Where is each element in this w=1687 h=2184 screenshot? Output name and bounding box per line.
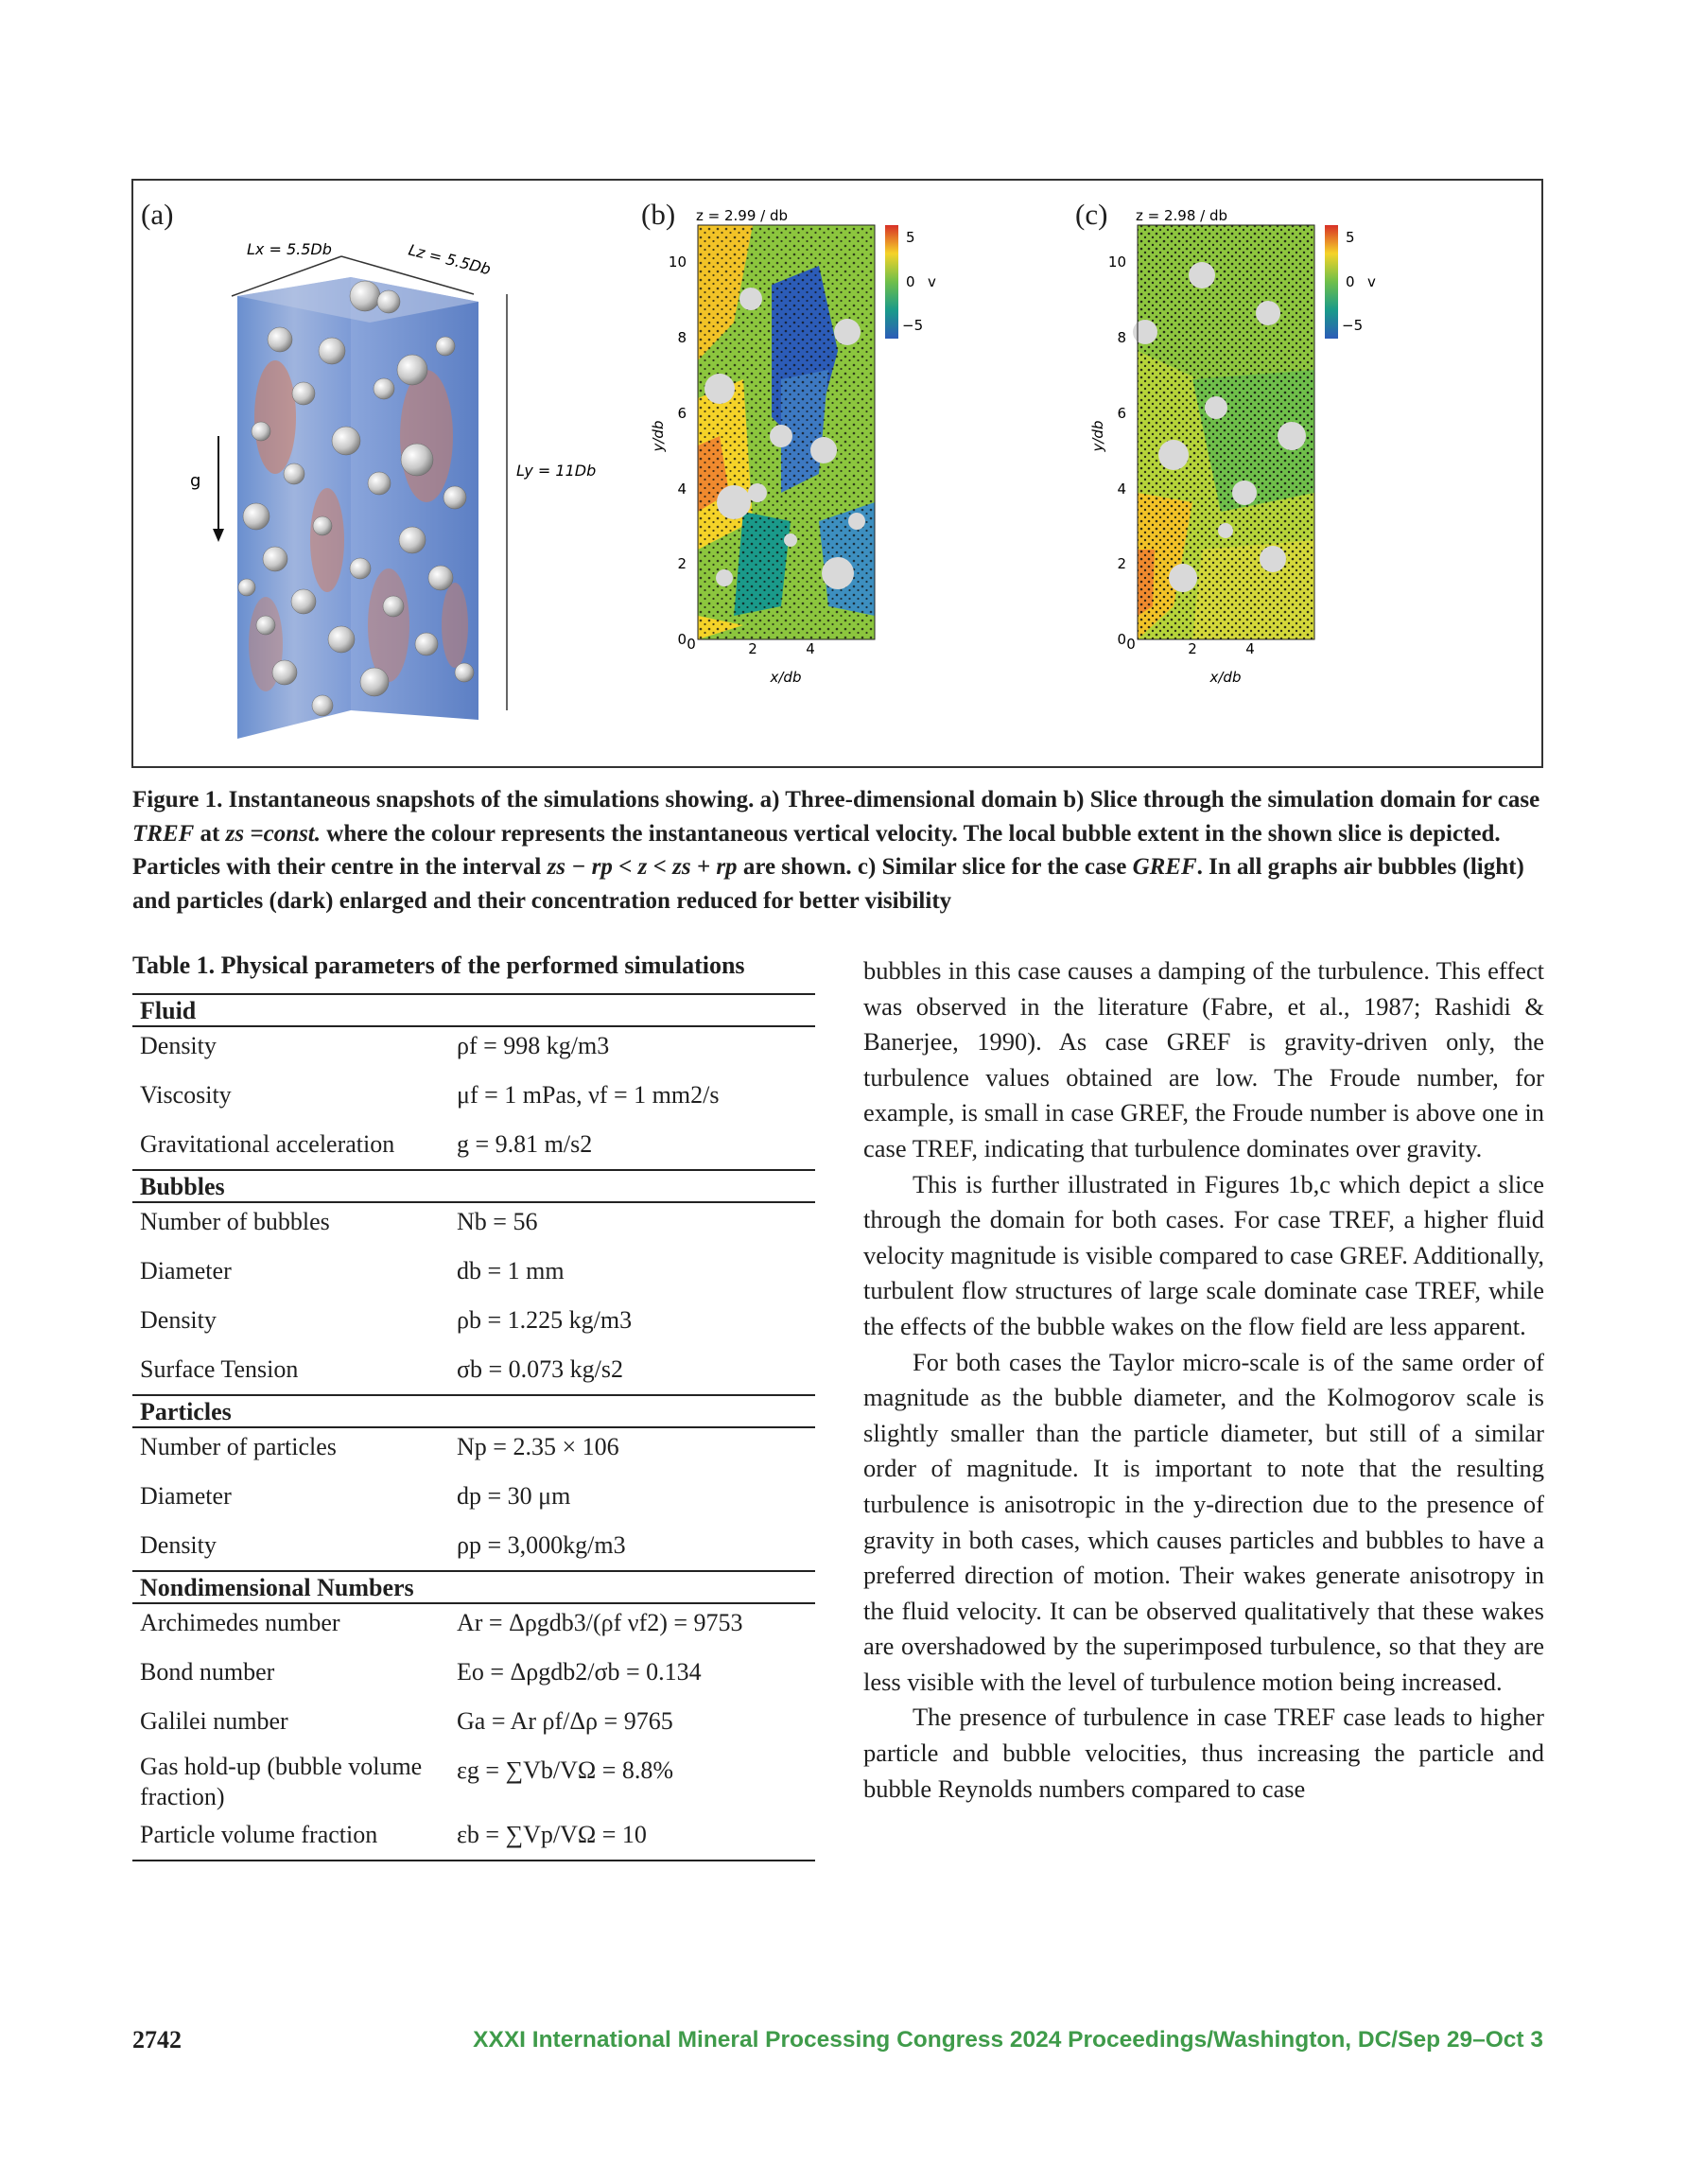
table-row [132, 1703, 815, 1752]
b-xlabel: x/db [770, 669, 802, 686]
table-bottom-rule [132, 1860, 815, 1861]
param-name: Density [140, 1306, 217, 1334]
param-name: Galilei number [140, 1707, 288, 1735]
b-ytick-4: 4 [677, 480, 687, 498]
b-xtick-2: 2 [748, 640, 757, 657]
param-value: ρf = 998 kg/m3 [457, 1032, 610, 1059]
caption-text-4: are shown. c) Similar slice for the case [737, 854, 1133, 880]
b-ylabel: y/db [650, 420, 667, 452]
table-row [132, 1351, 815, 1394]
c-cbar-label: v [1367, 273, 1376, 290]
param-name: Gravitational acceleration [140, 1130, 395, 1158]
section-nondimensional: Nondimensional Numbers [132, 1570, 815, 1604]
table-title: Table 1. Physical parameters of the performed simulations [132, 952, 745, 979]
c-cbar-0: 0 [1346, 273, 1355, 290]
b-ytick-0: 0 [677, 631, 687, 648]
param-name: Gas hold-up (bubble volume fraction) [140, 1753, 423, 1810]
table-row [132, 1027, 815, 1076]
page-number: 2742 [132, 2026, 182, 2053]
section-bubbles: Bubbles [132, 1169, 815, 1203]
param-name: Archimedes number [140, 1609, 340, 1636]
c-ytick-8: 8 [1117, 329, 1126, 346]
paragraph: bubbles in this case causes a damping of the turbulence. This effect was observed in the literature (Fabre, et al., 1987; Rashidi & Banerjee, 1990). As case GREF is gravity-driven only, the turbulence values obtained are low. The Froude number, for example, is small in case GREF, the Froude number is above one in case TREF, indicating that turbulence dominates over gravity. [863, 956, 1544, 1162]
c-ylabel: y/db [1089, 420, 1106, 452]
panel-c-velocity-slice [1079, 209, 1391, 758]
param-value: εb = ∑Vp/VΩ = 10 [457, 1821, 647, 1848]
param-name: Density [140, 1531, 217, 1559]
body-text-column [863, 953, 1544, 1807]
c-xtick-4: 4 [1245, 640, 1255, 657]
caption-text-2: at [194, 820, 226, 847]
param-value: dp = 30 μm [457, 1482, 571, 1510]
b-ytick-10: 10 [668, 253, 687, 271]
table-row [132, 1203, 815, 1252]
caption-gref: GREF [1132, 854, 1197, 880]
b-cbar-label: v [928, 273, 936, 290]
lx-label: Lx = 5.5Db [247, 240, 332, 258]
param-name: Density [140, 1032, 217, 1059]
param-name: Number of bubbles [140, 1208, 330, 1235]
table-row [132, 1527, 815, 1570]
caption-zs: zs =const. [225, 820, 322, 847]
figure-caption [132, 783, 1543, 917]
c-ytick-2: 2 [1117, 555, 1126, 572]
param-value: Eo = Δρgdb2/σb = 0.134 [457, 1658, 702, 1686]
param-value: ρp = 3,000kg/m3 [457, 1531, 626, 1559]
panel-c-title: z = 2.98 / db [1136, 209, 1228, 224]
c-xlabel: x/db [1209, 669, 1242, 686]
param-name: Viscosity [140, 1081, 232, 1109]
param-value: g = 9.81 m/s2 [457, 1130, 593, 1158]
panel-a-label: (a) [141, 198, 174, 231]
caption-tref: TREF [132, 820, 195, 847]
param-value: Ga = Ar ρf/Δρ = 9765 [457, 1707, 673, 1735]
b-cbar-5: 5 [906, 229, 915, 246]
caption-text-1: Figure 1. Instantaneous snapshots of the simulations showing. a) Three-dimensional domain b) Slice through the simulation domain for case [132, 787, 1540, 812]
parameters-table [132, 993, 815, 1861]
c-cbar-neg5: −5 [1342, 317, 1364, 334]
table-row [132, 1126, 815, 1169]
param-value: εg = ∑Vb/VΩ = 8.8% [457, 1756, 674, 1784]
c-ytick-4: 4 [1117, 480, 1126, 498]
panel-b-label: (b) [641, 198, 676, 231]
b-xtick-0: 0 [687, 636, 696, 653]
b-cbar-0: 0 [906, 273, 915, 290]
param-name: Particle volume fraction [140, 1821, 378, 1848]
table-row [132, 1477, 815, 1527]
b-ytick-2: 2 [677, 555, 687, 572]
table-row [132, 1752, 815, 1816]
paragraph: This is further illustrated in Figures 1b,c which depict a slice through the domain for both cases. For case TREF, a higher fluid velocity magnitude is visible compared to case GREF. Additionally, turbulent flow structures of large scale dominate case TREF, while the effects of the bubble wakes on the flow field are less apparent. [863, 1169, 1544, 1340]
table-row [132, 1604, 815, 1653]
table-row [132, 1076, 815, 1126]
caption-text-3: where the colour represents the instantaneous vertical velocity. The local bubble extent in the shown slice is depicted. Particles with their centre in the interval [132, 820, 1501, 880]
param-name: Diameter [140, 1482, 232, 1510]
param-value: db = 1 mm [457, 1257, 565, 1284]
table-row [132, 1653, 815, 1703]
panel-c-label: (c) [1075, 198, 1108, 231]
ly-label: Ly = 11Db [516, 462, 597, 480]
b-xtick-4: 4 [806, 640, 815, 657]
section-fluid: Fluid [132, 993, 815, 1027]
caption-text-5: . In all graphs air bubbles (light) and particles (dark) enlarged and their concentration reduced for better visibility [132, 854, 1524, 914]
param-value: Ar = Δρgdb3/(ρf νf2) = 9753 [457, 1609, 743, 1636]
b-ytick-8: 8 [677, 329, 687, 346]
c-cbar-5: 5 [1346, 229, 1355, 246]
c-xtick-2: 2 [1188, 640, 1197, 657]
figure-1 [131, 179, 1543, 768]
c-xtick-0: 0 [1126, 636, 1136, 653]
c-ytick-10: 10 [1107, 253, 1126, 271]
caption-interval: zs − rp < z < zs + rp [547, 854, 738, 880]
param-value: σb = 0.073 kg/s2 [457, 1355, 624, 1383]
panel-b-title: z = 2.99 / db [696, 209, 789, 224]
param-name: Diameter [140, 1257, 232, 1284]
paragraph: For both cases the Taylor micro-scale is of the same order of magnitude as the bubble diameter, and the Kolmogorov scale is slightly smaller than the particle diameter, but still of a similar order of magnitude. It is important to note that the resulting turbulence is anisotropic in the y-direction due to the presence of gravity in both cases, which causes particles and bubbles to have a preferred direction of motion. Their wakes generate anisotropy in the fluid velocity. It can be observed qualitatively that these wakes are overshadowed by the superimposed turbulence, so that they are less visible with the level of turbulence motion being increased. [863, 1347, 1544, 1696]
param-value: Nb = 56 [457, 1208, 538, 1235]
table-row [132, 1252, 815, 1302]
g-label: g [190, 471, 201, 491]
conference-footer: XXXI International Mineral Processing Congress 2024 Proceedings/Washington, DC/Sep 29–Oct 3 [473, 2027, 1543, 2053]
c-ytick-0: 0 [1117, 631, 1126, 648]
b-ytick-6: 6 [677, 405, 687, 422]
param-value: Np = 2.35 × 106 [457, 1433, 619, 1460]
b-cbar-neg5: −5 [902, 317, 924, 334]
table-row [132, 1428, 815, 1477]
param-name: Bond number [140, 1658, 275, 1686]
table-row [132, 1816, 815, 1860]
param-value: μf = 1 mPas, νf = 1 mm2/s [457, 1081, 720, 1109]
lz-label: Lz = 5.5Db [407, 240, 493, 279]
table-row [132, 1302, 815, 1351]
param-name: Number of particles [140, 1433, 337, 1460]
panel-b-velocity-slice [639, 209, 951, 758]
section-particles: Particles [132, 1394, 815, 1428]
panel-a-3d-domain [190, 228, 606, 748]
param-name: Surface Tension [140, 1355, 299, 1383]
paragraph: The presence of turbulence in case TREF case leads to higher particle and bubble velocities, thus increasing the particle and bubble Reynolds numbers compared to case [863, 1703, 1544, 1803]
param-value: ρb = 1.225 kg/m3 [457, 1306, 633, 1334]
c-ytick-6: 6 [1117, 405, 1126, 422]
